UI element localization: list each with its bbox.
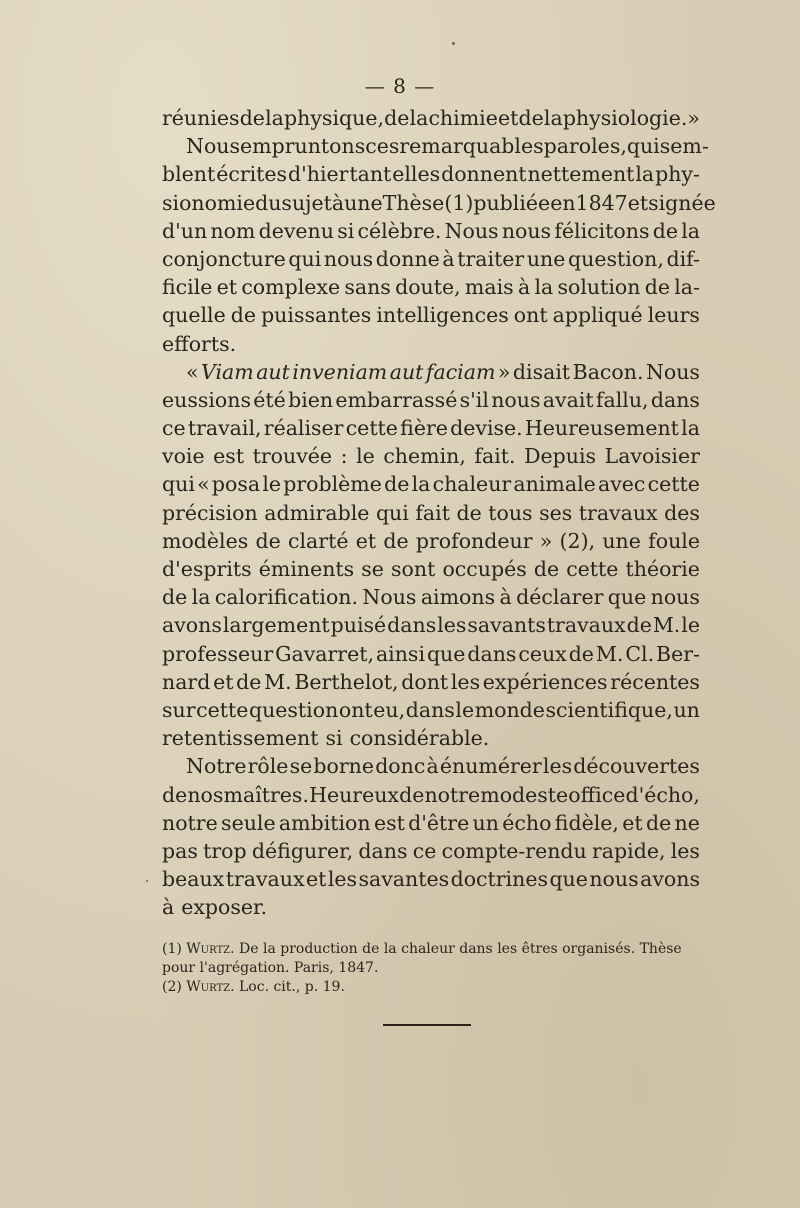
footnote-line [162,940,702,959]
text-line: d'un nom devenu si célèbre. Nous nous félicitons de la [162,218,700,243]
text-line: de nos maîtres. Heureux de notre modeste office d'écho, [162,782,700,807]
footnotes [162,940,702,997]
footnote-line [162,978,702,997]
text-line: ce travail, réaliser cette fière devise. Heureusement la [162,416,700,441]
text-line: conjoncture qui nous donne à traiter une question, dif- [162,246,700,271]
page-number: — 8 — [364,74,436,98]
text-line: avons largement puisé dans les savants travaux de M. le [162,613,700,638]
footnote-marker: (2) [162,979,182,995]
text-line: sionomie du sujet à une Thèse(1) publiée en 1847 et signée [162,190,716,215]
footnote-author: Wurtz. [186,941,235,957]
text-line: nard et de M. Berthelot, dont les expériences récentes [162,669,700,694]
text-line: qui « posa le problème de la chaleur animale avec cette [162,472,700,497]
footnote-text: De la production de la chaleur dans les êtres organisés. Thèse [239,941,682,957]
text-line: blent écrites d'hier tant elles donnent nettement la phy- [162,162,700,187]
text-line: modèles de clarté et de profondeur » (2), une foule [162,528,700,553]
text-line: quelle de puissantes intelligences ont appliqué leurs [162,303,700,328]
text-line: voie est trouvée : le chemin, fait. Depuis Lavoisier [162,444,700,469]
footnote-marker: (1) [162,941,182,957]
text-line: professeur Gavarret, ainsi que dans ceux de M. Cl. Ber- [162,641,700,666]
text-line: efforts. [162,331,237,356]
text-line: notre seule ambition est d'être un écho fidèle, et de ne [162,810,700,835]
text-line: beaux travaux et les savantes doctrines que nous avons [162,867,700,892]
footnote-text: Loc. cit., p. 19. [239,979,345,995]
footnote-text: pour l'agrégation. Paris, 1847. [162,960,379,976]
text-line: pas trop défigurer, dans ce compte-rendu rapide, les [162,838,700,863]
text-line: réunies de la physique, de la chimie et de la physiologie.» [162,106,700,130]
text-line: Notre rôle se borne donc à énumérer les découvertes [186,754,700,779]
text-line: précision admirable qui fait de tous ses travaux des [162,500,700,525]
text-line: eussions été bien embarrassé s'il nous avait fallu, dans [162,387,700,412]
text-line: sur cette question ont eu, dans le monde scientifique, un [162,697,700,722]
paper-speck [146,880,148,882]
text-line: ficile et complexe sans doute, mais à la solution de la- [162,275,700,300]
paper-speck [452,42,455,45]
text-line: Nous empruntons ces remarquables paroles, qui sem- [186,134,709,159]
end-rule [383,1024,471,1026]
text-line: à exposer. [162,895,268,920]
text-line: de la calorification. Nous aimons à déclarer que nous [162,585,700,610]
text-line: retentissement si considérable. [162,726,490,751]
footnote-line [162,959,702,978]
body-text [162,104,716,921]
text-line: d'esprits éminents se sont occupés de cette théorie [162,557,700,581]
footnote-author: Wurtz. [186,979,235,995]
text-line: « Viam aut inveniam aut faciam » disait Bacon. Nous [186,359,700,384]
